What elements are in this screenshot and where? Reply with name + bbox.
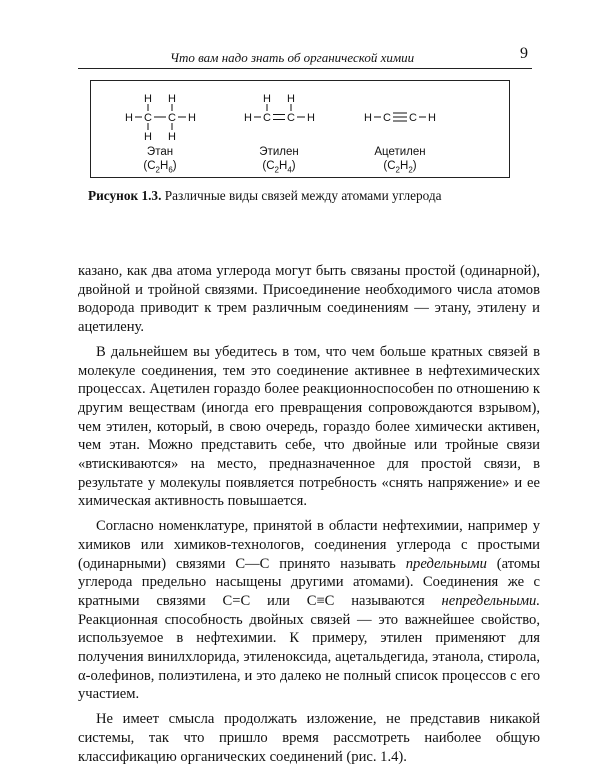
acetylene-atom-c: C (409, 112, 417, 124)
ethylene-atom-h: H (244, 112, 252, 124)
ethane-atom-h: H (168, 131, 176, 143)
paragraph-3-part-c: Реакционная способность двойных связей — это важнейшее свойство, используемое в нефтехимии. К примеру, этилен применяют для получения винилхлорида, этиленоксида, ацетальдегида, этанола, стирола, α-олефинов, полиэтилена, и это далеко не полный список процессов с его участием. (78, 611, 540, 703)
ethane-atom-h: H (168, 93, 176, 105)
ethane-atom-h: H (144, 131, 152, 143)
ethane-atom-h: H (188, 112, 196, 124)
ethane-atom-h: H (125, 112, 133, 124)
paragraph-1: казано, как два атома углерода могут быть связаны простой (одинарной), двойной и тройной связями. Присоединение необходимого числа атомов водорода приводит к трем различным соединениям — этану, этилену и ацетилену. (78, 263, 540, 336)
paragraph-2: В дальнейшем вы убедитесь в том, что чем больше кратных связей в молекуле соединения, тем это соединение активнее в нефтехимических процессах. Ацетилен гораздо более реакционноспособен по отношению к другим веществам (иногда его превращения сопровождаются взрывом), чем этилен, который, в свою очередь, гораздо более химически активен, чем этан. Можно представить себе, что двойные или тройные связи «втискиваются» на место, предназначенное для простой связи, в результате у молекулы появляется потребность «снять напряжение» и ее химическая активность повышается. (78, 343, 540, 510)
term-nepredelnye: непредельными. (441, 592, 540, 609)
header-title: Что вам надо знать об органической химии (170, 50, 415, 65)
ethane-atom-h: H (144, 93, 152, 105)
ethane-atom-c: C (144, 112, 152, 124)
ethane-atom-c: C (168, 112, 176, 124)
acetylene-atom-c: C (383, 112, 391, 124)
ethylene-atom-h: H (263, 93, 271, 105)
ethylene-atom-c: C (263, 112, 271, 124)
ethylene-atom-h: H (307, 112, 315, 124)
ethylene-atom-c: C (287, 112, 295, 124)
molecule-formula-acetylene: $(C_2H_2)$ (383, 160, 417, 175)
paragraph-3-part-a: Согласно номенклатуре, принятой в области нефтехимии, например у химиков или химиков-технологов, соединения углерода с простыми (одинарными) связями С—С принято называть (78, 518, 540, 572)
paragraph-4: Не имеет смысла продолжать изложение, не представив никакой системы, так что пришло время рассмотреть наиболее общую классификацию органических соединений (рис. 1.4). (78, 711, 540, 765)
molecule-formula-ethane: $(C_2H_6)$ (143, 160, 177, 175)
figure-caption (88, 188, 442, 204)
paragraph-3-part-b: (атомы углерода предельно насыщены другими атомами). Соединения же с кратными связями С=С или С≡С называются (78, 555, 540, 609)
page-number: 9 (520, 45, 528, 62)
molecule-name-ethane: Этан (146, 146, 174, 158)
body-text (78, 262, 540, 766)
molecule-name-ethylene: Этилен (259, 146, 299, 158)
acetylene-atom-h: H (364, 112, 372, 124)
paragraph-3 (78, 517, 540, 704)
running-header (78, 44, 532, 69)
molecule-formula-ethylene: $(C_2H_4)$ (262, 160, 296, 175)
term-predelnye: предельными (405, 555, 487, 572)
figure-frame (90, 80, 510, 178)
ethylene-atom-h: H (287, 93, 295, 105)
caption-text: Различные виды связей между атомами углерода (164, 188, 442, 203)
acetylene-atom-h: H (428, 112, 436, 124)
caption-label: Рисунок 1.3. (88, 188, 162, 203)
molecule-name-acetylene: Ацетилен (374, 146, 426, 158)
